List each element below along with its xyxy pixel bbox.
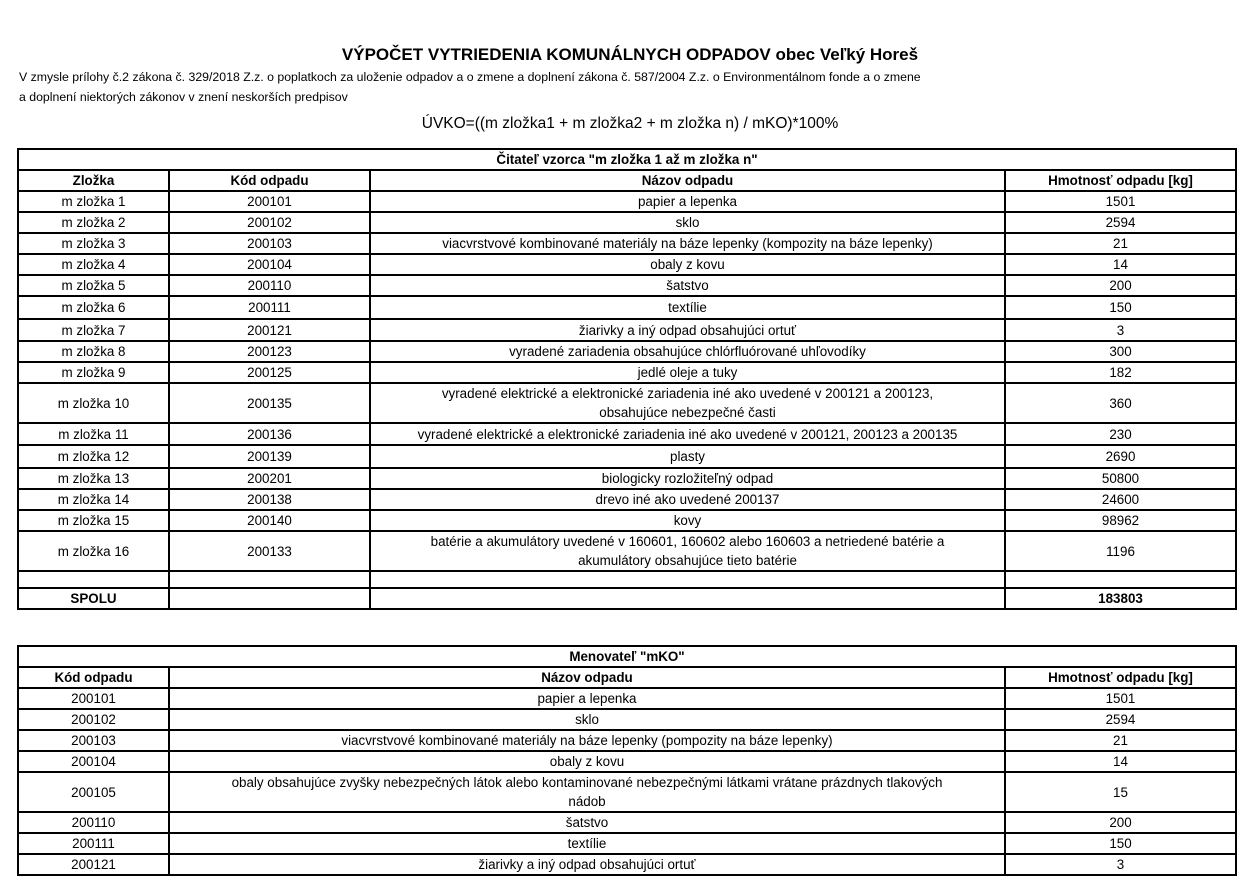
component: m zložka 6: [18, 296, 169, 319]
waste-name: [370, 531, 1005, 571]
waste-name: jedlé oleje a tuky: [370, 362, 1005, 383]
waste-name: viacvrstvové kombinované materiály na báze lepenky (kompozity na báze lepenky): [370, 233, 1005, 254]
waste-code: 200102: [18, 709, 169, 730]
waste-weight: 24600: [1005, 489, 1236, 510]
waste-code: 200110: [169, 275, 370, 296]
waste-weight: 360: [1005, 383, 1236, 423]
table-row: [18, 812, 1236, 833]
waste-code: 200105: [18, 772, 169, 812]
component: m zložka 2: [18, 212, 169, 233]
table-row: [18, 445, 1236, 468]
waste-code: 200135: [169, 383, 370, 423]
waste-weight: 98962: [1005, 510, 1236, 531]
waste-name-line-2: obsahujúce nebezpečné časti: [599, 405, 776, 420]
component: m zložka 16: [18, 531, 169, 571]
component: m zložka 11: [18, 423, 169, 445]
table-row: [18, 772, 1236, 812]
component: m zložka 14: [18, 489, 169, 510]
header-name: Názov odpadu: [169, 667, 1005, 688]
waste-weight: 230: [1005, 423, 1236, 445]
table-row: [18, 854, 1236, 875]
waste-code: 200104: [18, 751, 169, 772]
waste-name: drevo iné ako uvedené 200137: [370, 489, 1005, 510]
waste-code: 200121: [18, 854, 169, 875]
waste-name: žiarivky a iný odpad obsahujúci ortuť: [370, 319, 1005, 341]
table-row: [18, 751, 1236, 772]
waste-name: obaly z kovu: [370, 254, 1005, 275]
waste-code: 200110: [18, 812, 169, 833]
header-name: Názov odpadu: [370, 170, 1005, 191]
component: m zložka 13: [18, 468, 169, 489]
subtitle-line-2: a doplnení niektorých zákonov v znení neskorších predpisov: [19, 90, 348, 104]
waste-code: 200103: [169, 233, 370, 254]
waste-name: [169, 772, 1005, 812]
waste-weight: 1501: [1005, 191, 1236, 212]
waste-code: 200123: [169, 341, 370, 362]
waste-name-line-1: obaly obsahujúce zvyšky nebezpečných látok alebo kontaminované nebezpečnými látkami vrátane prázdnych tlakových: [231, 775, 943, 790]
denominator-caption: Menovateľ "mKO": [18, 646, 1236, 667]
waste-weight: 14: [1005, 751, 1236, 772]
waste-name-line-1: batérie a akumulátory uvedené v 160601, 160602 alebo 160603 a netriedené batérie a: [430, 534, 945, 549]
waste-weight: 1501: [1005, 688, 1236, 709]
waste-weight: 182: [1005, 362, 1236, 383]
waste-code: 200103: [18, 730, 169, 751]
waste-name: žiarivky a iný odpad obsahujúci ortuť: [169, 854, 1005, 875]
waste-name: textílie: [370, 296, 1005, 319]
table-row: [18, 688, 1236, 709]
waste-code: 200138: [169, 489, 370, 510]
waste-code: 200121: [169, 319, 370, 341]
table-row: [18, 319, 1236, 341]
table-row: [18, 362, 1236, 383]
waste-code: 200101: [169, 191, 370, 212]
waste-weight: 50800: [1005, 468, 1236, 489]
table-row: [18, 383, 1236, 423]
waste-name: plasty: [370, 445, 1005, 468]
waste-name: vyradené elektrické a elektronické zariadenia iné ako uvedené v 200121, 200123 a 200135: [370, 423, 1005, 445]
waste-weight: 21: [1005, 730, 1236, 751]
component: m zložka 12: [18, 445, 169, 468]
table-row: [18, 709, 1236, 730]
component: m zložka 10: [18, 383, 169, 423]
numerator-table: [17, 148, 1237, 610]
waste-code: 200136: [169, 423, 370, 445]
component: m zložka 5: [18, 275, 169, 296]
waste-code: 200101: [18, 688, 169, 709]
document-title: VÝPOČET VYTRIEDENIA KOMUNÁLNYCH ODPADOV obec Veľký Horeš: [341, 45, 919, 64]
component: m zložka 1: [18, 191, 169, 212]
total-row: [18, 588, 1236, 609]
waste-weight: 200: [1005, 275, 1236, 296]
waste-weight: 150: [1005, 833, 1236, 854]
table-row: [18, 510, 1236, 531]
component: m zložka 15: [18, 510, 169, 531]
header-weight: Hmotnosť odpadu [kg]: [1005, 667, 1236, 688]
waste-weight: 3: [1005, 854, 1236, 875]
component: m zložka 9: [18, 362, 169, 383]
waste-name-line-2: nádob: [568, 794, 606, 809]
waste-weight: 21: [1005, 233, 1236, 254]
component: m zložka 3: [18, 233, 169, 254]
waste-weight: 3: [1005, 319, 1236, 341]
waste-weight: 14: [1005, 254, 1236, 275]
waste-name: obaly z kovu: [169, 751, 1005, 772]
document-subtitle: [19, 67, 1039, 107]
numerator-caption: Čitateľ vzorca "m zložka 1 až m zložka n": [18, 149, 1236, 170]
table-row: [18, 833, 1236, 854]
waste-code: 200133: [169, 531, 370, 571]
table-row: [18, 341, 1236, 362]
waste-code: 200104: [169, 254, 370, 275]
waste-name: sklo: [370, 212, 1005, 233]
total-label: SPOLU: [18, 588, 169, 609]
waste-weight: 1196: [1005, 531, 1236, 571]
formula: ÚVKO=((m zložka1 + m zložka2 + m zložka n) / mKO)*100%: [421, 115, 839, 132]
waste-code: 200102: [169, 212, 370, 233]
waste-name: vyradené zariadenia obsahujúce chlórfluórované uhľovodíky: [370, 341, 1005, 362]
component: m zložka 4: [18, 254, 169, 275]
waste-code: 200111: [18, 833, 169, 854]
table-row: [18, 191, 1236, 212]
waste-weight: 300: [1005, 341, 1236, 362]
waste-weight: 2594: [1005, 709, 1236, 730]
waste-name: [370, 383, 1005, 423]
table-row: [18, 296, 1236, 319]
table-row: [18, 233, 1236, 254]
subtitle-line-1: V zmysle prílohy č.2 zákona č. 329/2018 Z.z. o poplatkoch za uloženie odpadov a o zmene a doplnení zákona č. 587/2004 Z.z. o Environmentálnom fonde a o zmene: [19, 70, 921, 84]
waste-name: šatstvo: [370, 275, 1005, 296]
waste-name-line-1: vyradené elektrické a elektronické zariadenia iné ako uvedené v 200121 a 200123,: [441, 386, 934, 401]
waste-name: biologicky rozložiteľný odpad: [370, 468, 1005, 489]
header-code: Kód odpadu: [18, 667, 169, 688]
header-component: Zložka: [18, 170, 169, 191]
table-row: [18, 531, 1236, 571]
empty-row: [18, 571, 1236, 588]
waste-name: šatstvo: [169, 812, 1005, 833]
total-weight: 183803: [1005, 588, 1236, 609]
component: m zložka 8: [18, 341, 169, 362]
waste-name-line-2: akumulátory obsahujúce tieto batérie: [578, 553, 797, 568]
waste-code: 200125: [169, 362, 370, 383]
table-row: [18, 423, 1236, 445]
denominator-table: [17, 645, 1237, 876]
table-row: [18, 489, 1236, 510]
waste-name: papier a lepenka: [370, 191, 1005, 212]
waste-name: papier a lepenka: [169, 688, 1005, 709]
table-row: [18, 212, 1236, 233]
waste-weight: 200: [1005, 812, 1236, 833]
component: m zložka 7: [18, 319, 169, 341]
table-row: [18, 730, 1236, 751]
header-code: Kód odpadu: [169, 170, 370, 191]
waste-weight: 2594: [1005, 212, 1236, 233]
waste-code: 200111: [169, 296, 370, 319]
table-row: [18, 275, 1236, 296]
waste-name: viacvrstvové kombinované materiály na báze lepenky (pompozity na báze lepenky): [169, 730, 1005, 751]
waste-weight: 150: [1005, 296, 1236, 319]
waste-weight: 15: [1005, 772, 1236, 812]
header-weight: Hmotnosť odpadu [kg]: [1005, 170, 1236, 191]
waste-code: 200140: [169, 510, 370, 531]
waste-weight: 2690: [1005, 445, 1236, 468]
waste-code: 200201: [169, 468, 370, 489]
table-row: [18, 468, 1236, 489]
waste-name: kovy: [370, 510, 1005, 531]
waste-name: textílie: [169, 833, 1005, 854]
waste-code: 200139: [169, 445, 370, 468]
table-row: [18, 254, 1236, 275]
waste-name: sklo: [169, 709, 1005, 730]
